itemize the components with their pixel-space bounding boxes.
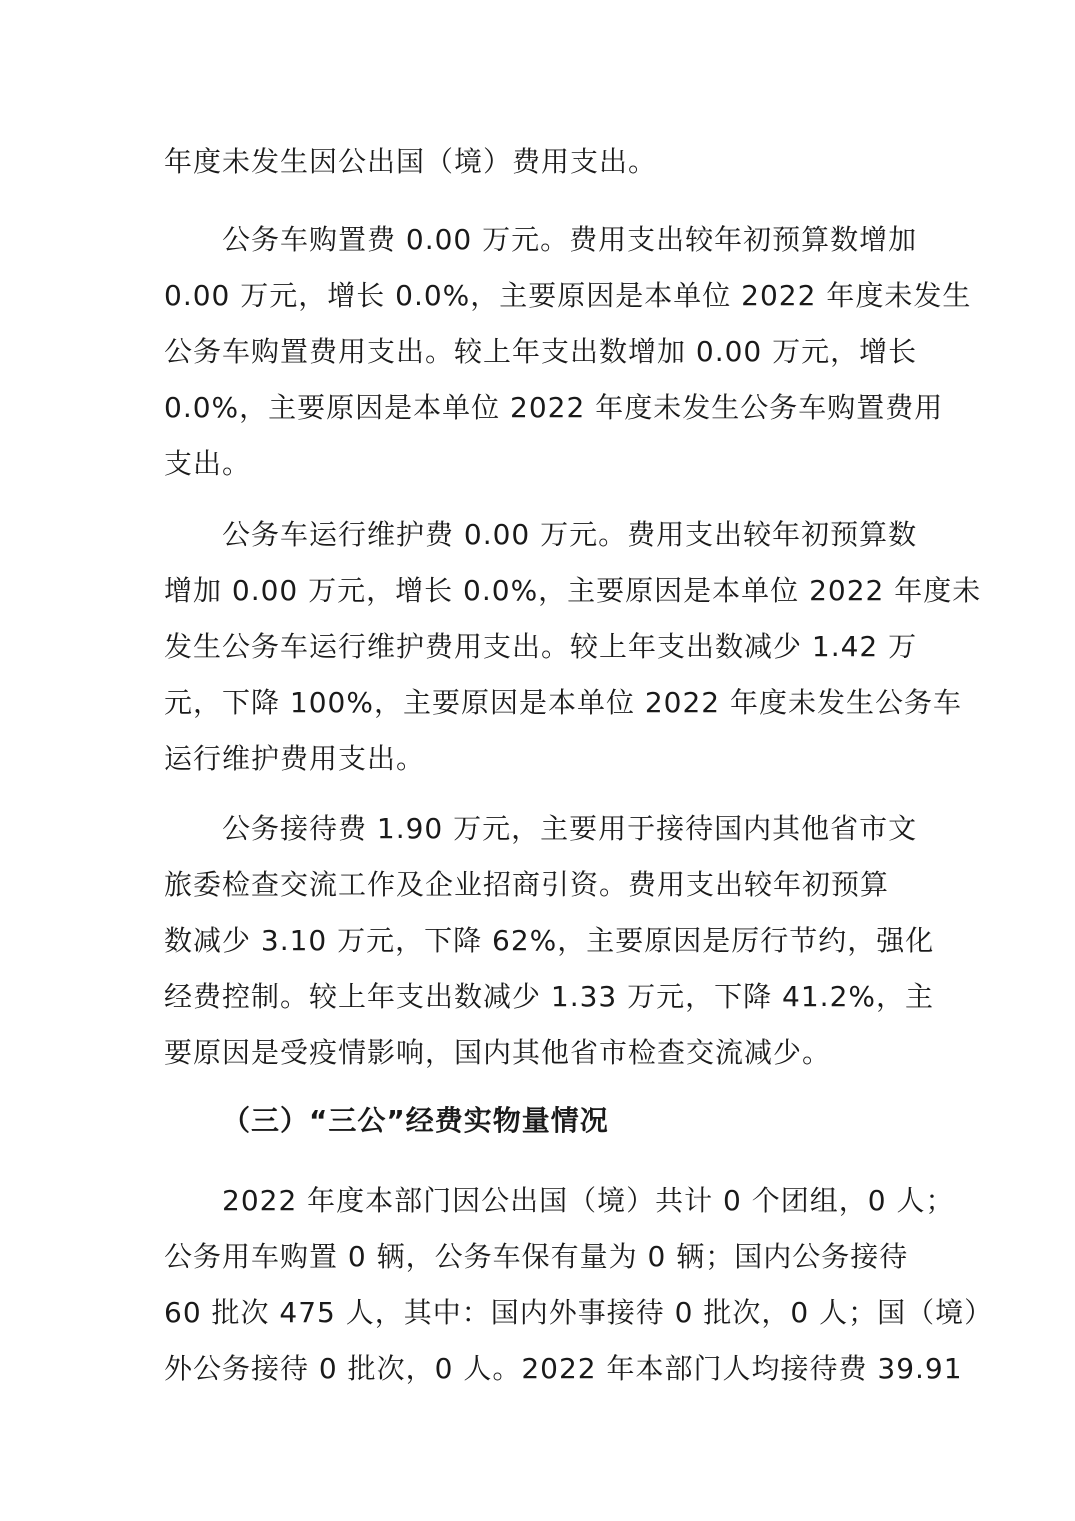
text-line: 元，下降 100%，主要原因是本单位 2022 年度未发生公务车 [164,686,963,719]
text-line: 公务用车购置 0 辆，公务车保有量为 0 辆；国内公务接待 [164,1240,909,1273]
text-line: 年度未发生因公出国（境）费用支出。 [164,145,658,178]
text-line: 旅委检查交流工作及企业招商引资。费用支出较年初预算 [164,868,890,901]
text-line: 公务车购置费 0.00 万元。费用支出较年初预算数增加 [222,223,918,256]
text-line: 公务车运行维护费 0.00 万元。费用支出较年初预算数 [222,518,918,551]
text-line: 0.0%，主要原因是本单位 2022 年度未发生公务车购置费用 [164,391,944,424]
heading-text: （三）“三公”经费实物量情况 [222,1104,609,1137]
text-line: 公务接待费 1.90 万元，主要用于接待国内其他省市文 [222,812,918,845]
text-line: 外公务接待 0 批次，0 人。2022 年本部门人均接待费 39.91 [164,1352,963,1385]
text-line: 发生公务车运行维护费用支出。较上年支出数减少 1.42 万 [164,630,918,663]
section-heading [164,1093,924,1149]
paragraph-vehicle-purchase [164,212,972,492]
paragraph-physical-quantity [164,1173,994,1397]
text-line: 2022 年度本部门因公出国（境）共计 0 个团组，0 人； [222,1184,955,1217]
paragraph-vehicle-maintenance [164,507,982,787]
text-line: 增加 0.00 万元，增长 0.0%，主要原因是本单位 2022 年度未 [164,574,982,607]
text-line: 60 批次 475 人，其中：国内外事接待 0 批次，0 人；国（境） [164,1296,994,1329]
paragraph-reception-expenses [164,801,935,1081]
paragraph-travel-continuation [164,134,924,190]
text-line: 公务车购置费用支出。较上年支出数增加 0.00 万元，增长 [164,335,918,368]
text-line: 支出。 [164,447,252,480]
text-line: 要原因是受疫情影响，国内其他省市检查交流减少。 [164,1036,832,1069]
text-line: 0.00 万元，增长 0.0%，主要原因是本单位 2022 年度未发生 [164,279,972,312]
text-line: 数减少 3.10 万元，下降 62%，主要原因是厉行节约，强化 [164,924,935,957]
text-line: 运行维护费用支出。 [164,742,426,775]
text-line: 经费控制。较上年支出数减少 1.33 万元，下降 41.2%，主 [164,980,934,1013]
